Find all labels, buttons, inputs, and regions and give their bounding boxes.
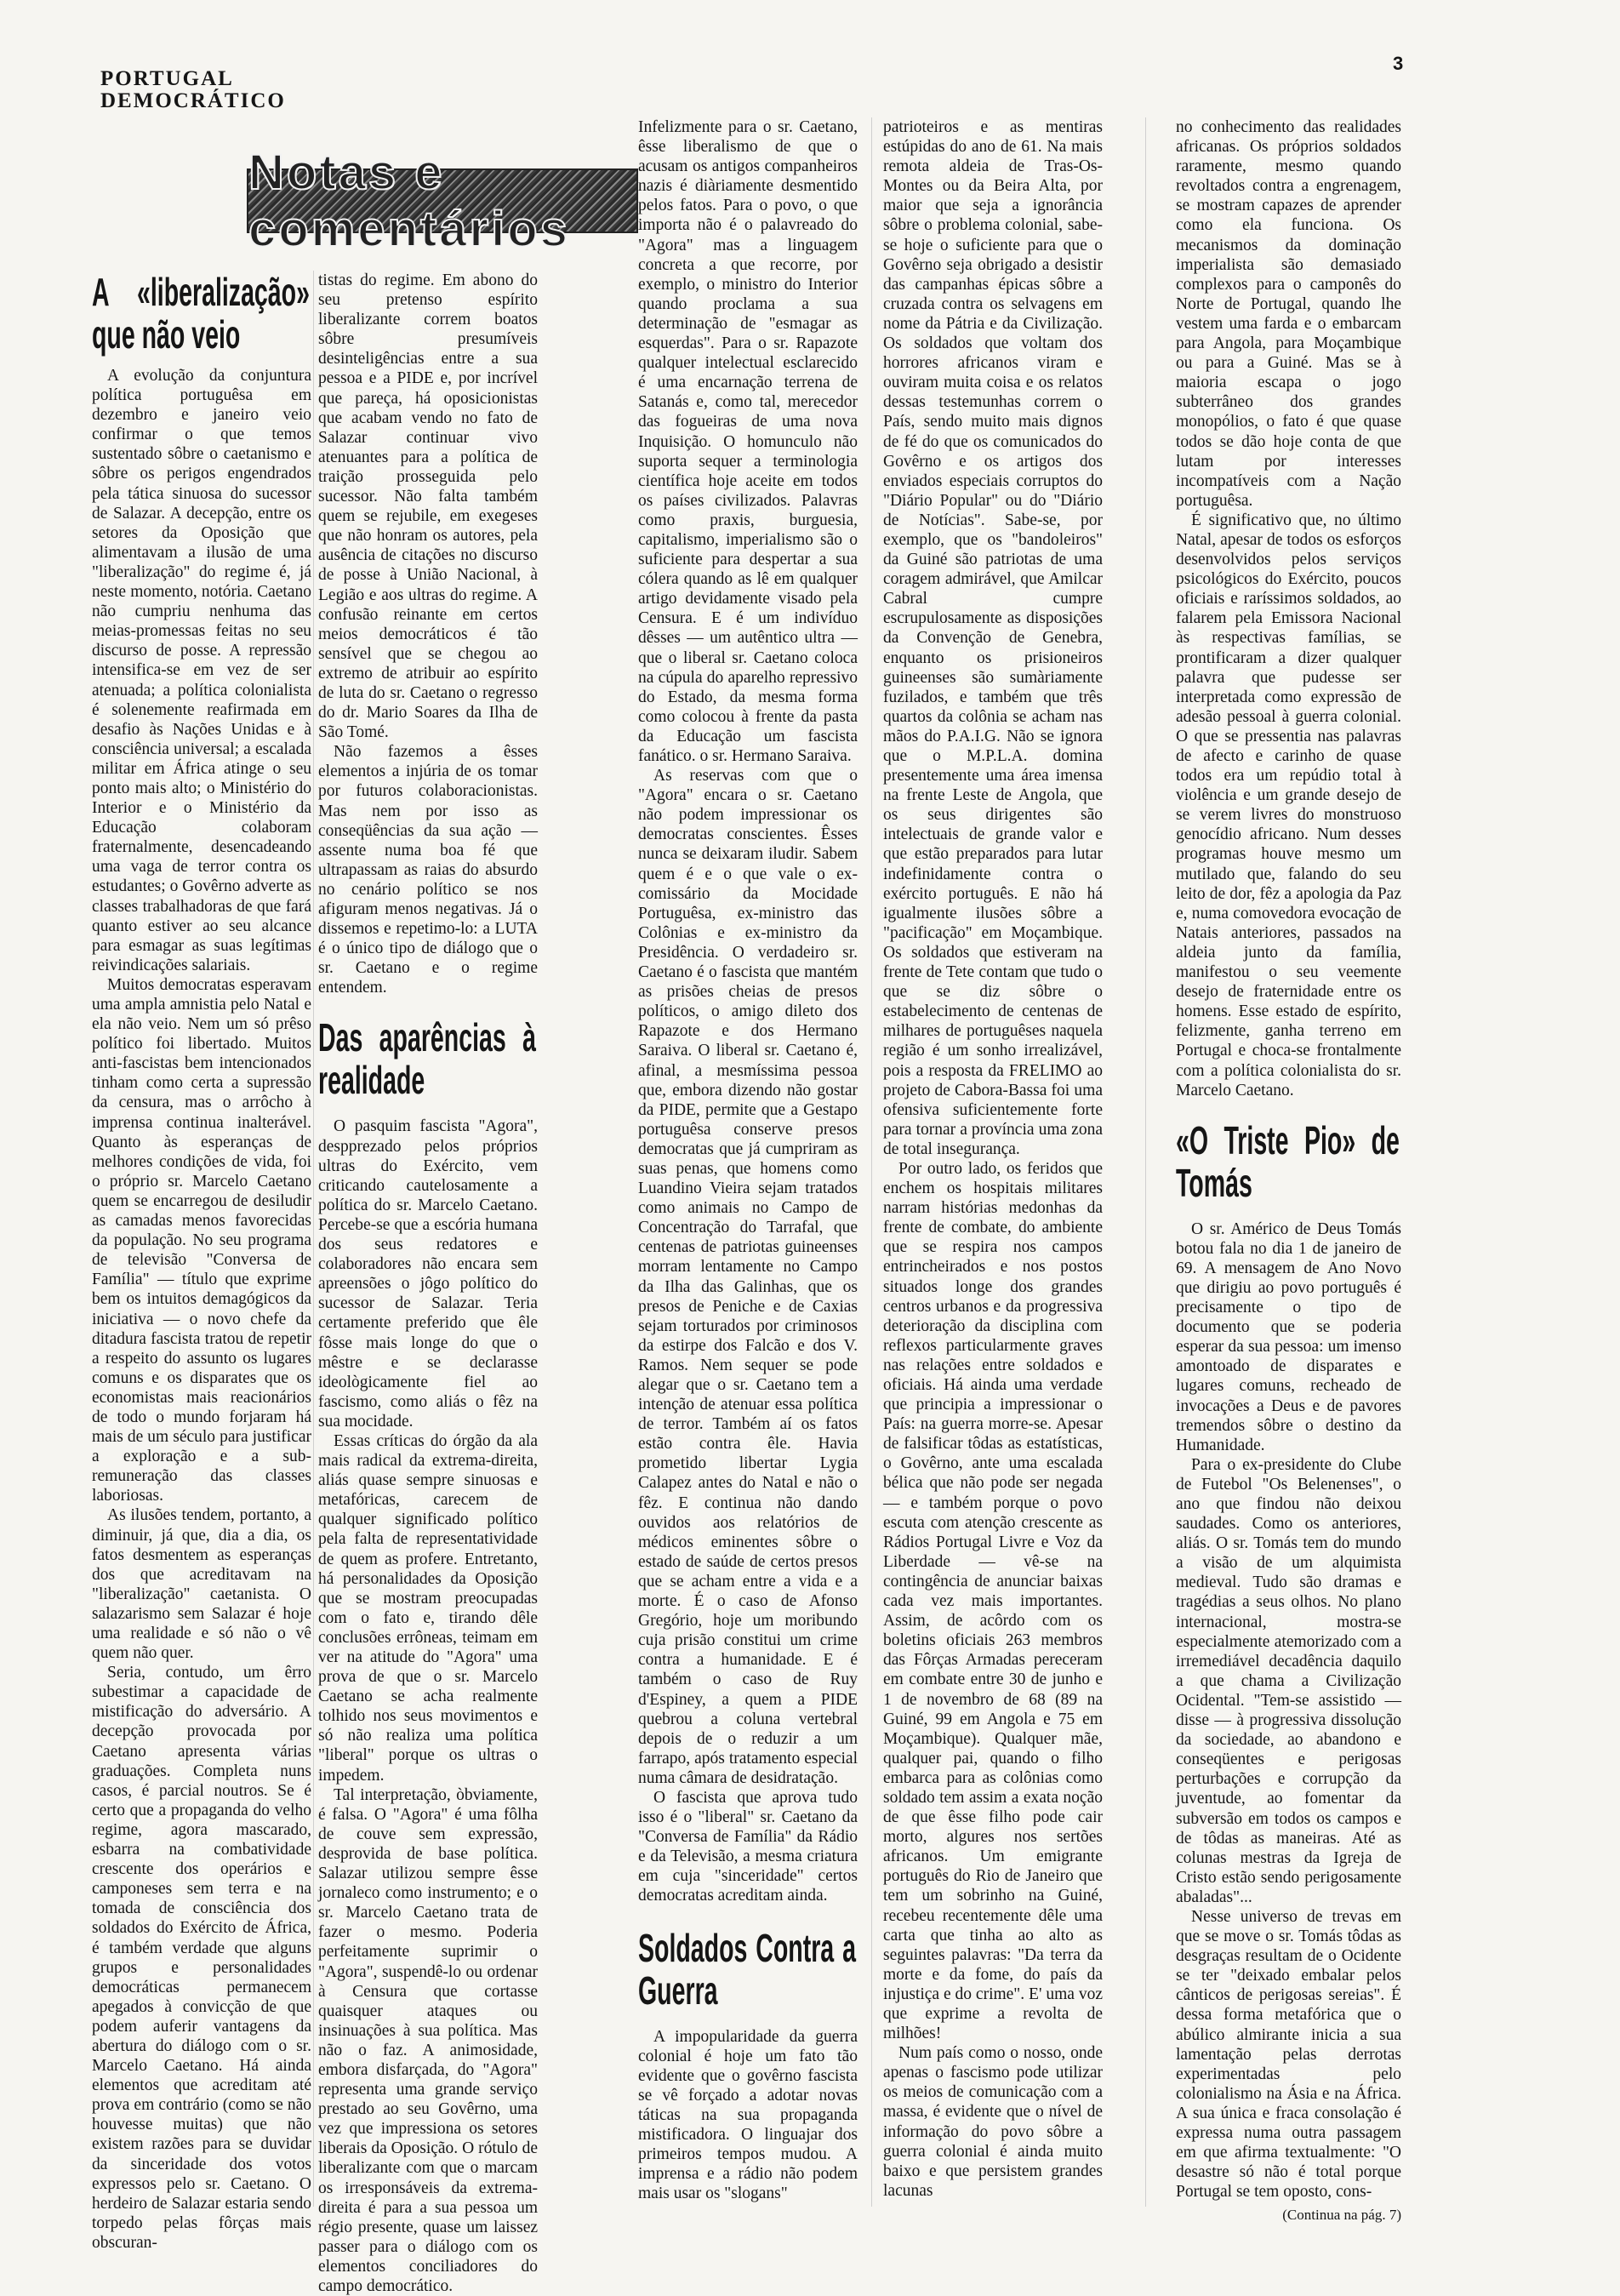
headline-aparencias: Das aparências à realidade	[318, 1015, 536, 1103]
section-banner	[247, 145, 638, 257]
section-banner-title: Notas e comentários	[248, 145, 570, 257]
paragraph: Muitos democratas esperavam uma ampla amnistia pelo Natal e ela não veio. Nem um só prêso político foi libertado. Muitos anti-fascistas bem intencionados tinham como certa a supressão da censura, mas o arrôcho à imprensa continua inalterável. Quanto às esperanças de melhores condições de vida, foi o próprio sr. Marcelo Caetano quem se encarregou de desiludir as camadas menos favorecidas da população. No seu programa de televisão "Conversa de Família" — título que exprime bem os intuitos demagógicos da iniciativa — o novo chefe da ditadura fascista tratou de repetir a respeito do assunto os lugares comuns e os disparates que os economistas mais reacionários de todo o mundo forjaram há mais de um século para justificar a exploração e a sub-remuneração das classes laboriosas.	[92, 975, 311, 1505]
paragraph: A impopularidade da guerra colonial é hoje um fato tão evidente que o govêrno fascista se vê forçado a adotar novas táticas na sua propaganda mistificadora. O linguajar dos primeiros tempos mudou. A imprensa e a rádio não podem mais usar os "slogans"	[638, 2027, 858, 2203]
article-aparencias-body	[318, 1117, 538, 2296]
paragraph: O pasquim fascista "Agora", despprezado pelos próprios ultras do Exército, vem criticando cautelosamente a política do sr. Marcelo Caetano. Percebe-se que a escória humana dos seus redatores e colaboradores não encara sem apreensões o jôgo político do sucessor de Salazar. Teria certamente preferido que êle fôsse mais longe do que o mêstre e se declarasse ideològicamente fiel ao fascismo, como aliás o fêz na sua mocidade.	[318, 1117, 538, 1431]
headline-triste-pio: «O Triste Pio» de Tomás	[1176, 1117, 1400, 1205]
paragraph: Essas críticas do órgão da ala mais radical da extrema-direita, aliás quase sempre sinuosas e metafóricas, carecem de qualquer significado político pela falta de representatividade de quem as profere. Entretanto, há personalidades da Oposição que se mostram preocupadas com o fato e, tirando dêle conclusões errôneas, teimam em ver na atitude do "Agora" uma prova de que o sr. Marcelo Caetano se acha realmente tolhido nos seus movimentos e só não realiza uma política "liberal" porque os ultras o impedem.	[318, 1431, 538, 1785]
paragraph: no conhecimento das realidades africanas. Os próprios soldados raramente, mesmo quando revoltados contra a engrenagem, se mostram capazes de aprender como ela funciona. Os mecanismos da dominação imperialista são demasiado complexos para o camponês do Norte de Portugal, quando lhe vestem uma farda e o embarcam para Angola, para Moçambique ou para a Guiné. Mas se à maioria escapa o jogo subterrâneo dos grandes monopólios, o fato é que quase todos se dão hoje conta de que lutam por interesses incompatíveis com a Nação portuguêsa.	[1176, 118, 1401, 510]
article-triste-pio-body	[1176, 1219, 1401, 2202]
column-4	[883, 117, 1103, 2207]
article-soldados-continuation-2	[1176, 117, 1401, 1100]
paragraph: O fascista que aprova tudo isso é o "liberal" sr. Caetano da "Conversa de Família" da Rádio e da Televisão, a mesma criatura em cuja "sinceridade" certos democratas acreditam ainda.	[638, 1788, 858, 1905]
paragraph: Não fazemos a êsses elementos a injúria de os tomar por futuros colaboracionistas. Mas nem por isso as conseqüências da sua ação — assente numa boa fé que ultrapassam as raias do absurdo no cenário político se nos afiguram menos negativas. Já o dissemos e repetimo-lo: a LUTA é o único tipo de diálogo que o sr. Caetano e o regime entendem.	[318, 743, 538, 997]
column-5	[1176, 117, 1401, 2224]
continued-note: (Continua na pág. 7)	[1282, 2207, 1401, 2224]
masthead-line-2: DEMOCRÁTICO	[100, 89, 286, 112]
paragraph: É significativo que, no último Natal, apesar de todos os esforços desenvolvidos pelos serviços psicológicos do Exército, poucos oficiais e raríssimos soldados, ao falarem pela Emissora Nacional às respectivas famílias, se prontificaram a dizer qualquer palavra que pudesse ser interpretada como expressão de adesão pessoal à guerra colonial. O que se pressentia nas palavras de afecto e carinho de quase todos era um repúdio total à violência e um grande desejo de se verem livres do monstruoso genocídio africano. Num desses programas houve mesmo um mutilado que, falando do seu leito de dor, fêz a apologia da Paz e, numa comovedora evocação de Natais anteriores, passados na aldeia junto da família, manifestou o seu veemente desejo de fraternidade entre os homens. Esse estado de espírito, felizmente, ganha terreno em Portugal e choca-se frontalmente com a política colonialista do sr. Marcelo Caetano.	[1176, 511, 1401, 1099]
paragraph: O sr. Américo de Deus Tomás botou fala no dia 1 de janeiro de 69. A mensagem de Ano Novo que dirigiu ao povo português é precisamente o tipo de documento que se poderia esperar da sua pessoa: um imenso amontoado de disparates e lugares comuns, recheado de invocações a Deus e de pavores tremendos sôbre o destino da Humanidade.	[1176, 1219, 1401, 1454]
paragraph: A evolução da conjuntura política portuguêsa em dezembro e janeiro veio confirmar o que temos sustentado sôbre o caetanismo e sôbre os perigos engendrados pela tática sinuosa do sucessor de Salazar. A decepção, entre os setores da Oposição que alimentavam a ilusão de uma "liberalização" do regime é, já neste momento, notória. Caetano não cumpriu nenhuma das meias-promessas feitas no seu discurso de posse. A repressão intensifica-se em vez de ser atenuada; a política colonialista é solenemente reafirmada em desafio às Nações Unidas e à consciência universal; a escalada militar em África atinge o seu ponto mais alto; o Ministério do Interior e o Ministério da Educação colaboram fraternalmente, desencadeando uma vaga de terror contra os estudantes; o Govêrno adverte as classes trabalhadoras de que fará quanto estiver ao seu alcance para esmagar as suas legítimas reivindicações salariais.	[92, 367, 311, 974]
masthead-line-1: PORTUGAL	[100, 67, 234, 90]
paragraph: Nesse universo de trevas em que se move o sr. Tomás tôdas as desgraças resultam de o Ocidente se ter "deixado embalar pelos cânticos de perigosas sereias". É dessa forma metafórica que o abúlico almirante inicia a sua lamentação pelas derrotas experimentadas pelo colonialismo na Ásia e na África. A sua única e fraca consolação é expressa numa outra passagem em que afirma textualmente: "O desastre só não é total porque Portugal se tem oposto, cons-	[1176, 1907, 1401, 2202]
paragraph: Para o ex-presidente do Clube de Futebol "Os Belenenses", o ano que findou não deixou saudades. Como os anteriores, aliás. O sr. Tomás tem do mundo a visão de um alquimista medieval. Tudo são dramas e tragédias a seus olhos. No plano internacional, mostra-se especialmente atemorizado com a irremediável decadência daquilo a que chama a Civilização Ocidental. "Tem-se assistido — disse — à progressiva dissolução da sociedade, ao abandono e conseqüentes e perigosas perturbações e corrupção da juventude, ao fomentar da subversão em todos os campos e de tôdas as maneiras. Até as colunas mestras da Igreja de Cristo estão sendo perigosamente abaladas"...	[1176, 1455, 1401, 1906]
paragraph: As ilusões tendem, portanto, a diminuir, já que, dia a dia, os fatos desmentem as esperanças dos que acreditavam na "liberalização" caetanista. O salazarismo sem Salazar é hoje uma realidade e só não o vê quem não quer.	[92, 1506, 311, 1663]
paragraph: As reservas com que o "Agora" encara o sr. Caetano não podem impressionar os democratas conscientes. Êsses nunca se deixaram iludir. Sabem quem é e o que vale o ex-comissário da Mocidade Portuguêsa, ex-ministro das Colônias e ex-ministro da Presidência. O verdadeiro sr. Caetano é o fascista que mantém as prisões cheias de presos políticos, o amigo dileto dos Rapazote e dos Hermano Saraiva. O liberal sr. Caetano é, afinal, a mesmíssima pessoa que, embora dizendo não gostar da PIDE, permite que a Gestapo portuguêsa conserve presos democratas que já cumpriram as suas penas, que homens como Luandino Vieira sejam tratados como animais no Campo de Concentração do Tarrafal, que centenas de patriotas guineenses morram lentamente no Campo da Ilha das Galinhas, que os presos de Peniche e de Caxias sejam torturados por criminosos da estirpe dos Falcão e dos V. Ramos. Nem sequer se pode alegar que o sr. Caetano tem a intenção de atenuar essa política de terror. Também aí os fatos estão contra êle. Havia prometido libertar Lygia Calapez antes do Natal e não o fêz. E continua não dando ouvidos aos relatórios de médicos eminentes sôbre o estado de saúde de certos presos que se acham entre a vida e a morte. É o caso de Afonso Gregório, hoje um moribundo cuja prisão constitui um crime contra a humanidade. E é também o caso de Ruy d'Espiney, a quem a PIDE quebrou a coluna vertebral depois de o reduzir a um farrapo, após tratamento especial numa câmara de desidratação.	[638, 767, 858, 1787]
column-3	[638, 117, 858, 2207]
article-soldados-body	[638, 2027, 858, 2204]
paragraph: Tal interpretação, òbviamente, é falsa. O "Agora" é uma fôlha de couve sem expressão, desprovida de base política. Salazar utilizou sempre êsse jornaleco como instrumento; e o sr. Marcelo Caetano trata de fazer o mesmo. Poderia perfeitamente suprimir o "Agora", suspendê-lo ou ordenar à Censura que cortasse quaisquer ataques ou insinuações à sua política. Mas não o faz. A animosidade, embora disfarçada, do "Agora" representa uma grande serviço prestado ao seu Govêrno, uma vez que impressiona os setores liberais da Oposição. O rótulo de liberalizante com que o marcam os irresponsáveis da extrema-direita é para a sua pessoa um régio presente, quase um laissez passer para o diálogo com os elementos conciliadores do campo democrático.	[318, 1785, 538, 2295]
column-divider	[1145, 117, 1146, 2207]
column-1	[92, 270, 311, 2252]
article-liberalizacao-body-part2	[318, 271, 538, 997]
headline-liberalizacao: A «liberalização» que não veio	[92, 270, 310, 357]
article-liberalizacao-body-part1	[92, 366, 311, 2253]
article-soldados-continuation	[883, 117, 1103, 2201]
article-aparencias-continuation	[638, 117, 858, 1906]
paragraph: Por outro lado, os feridos que enchem os hospitais militares narram histórias medonhas da frente de combate, do ambiente que se respira nos campos entrincheirados e nos postos situados longe dos grandes centros urbanos e da progressiva deterioração da disciplina com reflexos particularmente graves nas relações entre soldados e oficiais. Há ainda uma verdade que principia a impressionar o País: na guerra morre-se. Apesar de falsificar tôdas as estatísticas, o Govêrno, ante uma escalada bélica que não pode ser negada — e também porque o povo escuta com atenção crescente as Rádios Portugal Livre e Voz da Liberdade — vê-se na contingência de anunciar baixas cada vez mais importantes. Assim, de acôrdo com os boletins oficiais 263 membros das Fôrças Armadas pereceram em combate entre 30 de junho e 1 de novembro de 68 (89 na Guiné, 99 em Angola e 75 em Moçambique). Qualquer mãe, qualquer pai, quando o filho embarca para as colônias como soldado tem assim a exata noção de que êsse filho pode cair morto, algures nos sertões africanos. Um emigrante português do Rio de Janeiro que tem um sobrinho na Guiné, recebeu recentemente dêle uma carta que tinha ao alto as seguintes palavras: "Da terra da morte e da fome, do país da injustiça e do crime". E' uma voz que exprime a revolta de milhões!	[883, 1159, 1103, 2043]
column-2	[318, 271, 538, 2295]
column-divider	[871, 117, 872, 2207]
paragraph: Seria, contudo, um êrro subestimar a capacidade de mistificação do adversário. A decepção provocada por Caetano apresenta várias graduações. Completa nuns casos, é parcial noutros. Se é certo que a propaganda do velho regime, agora mascarado, esbarra na combatividade crescente dos operários e camponeses sem terra e na tomada de consciência dos soldados do Exército de África, é também verdade que alguns grupos e personalidades democráticas permanecem apegados à convicção de que podem auferir vantagens da abertura do diálogo com o sr. Marcelo Caetano. Há ainda elementos que acreditam até prova em contrário (como se não houvesse muitas) que não existem razões para se duvidar da sinceridade dos votos expressos pelo sr. Caetano. O herdeiro de Salazar estaria sendo torpedo pelas fôrças mais obscuran-	[92, 1664, 311, 2252]
paragraph: patrioteiros e as mentiras estúpidas do ano de 61. Na mais remota aldeia de Tras-Os-Montes ou da Beira Alta, por maior que seja a ignorância sôbre o problema colonial, sabe-se hoje o suficiente para que o Govêrno seja obrigado a desistir das campanhas épicas sôbre a cruzada contra os selvagens em nome da Pátria e da Civilização. Os soldados que voltam dos horrores africanos viram e ouviram muita coisa e os relatos dessas testemunhas correm o País, sendo muito mais dignos de fé do que os comunicados do Govêrno e os artigos dos enviados especiais corruptos do "Diário Popular" ou do "Diário de Notícias". Sabe-se, por exemplo, que os "bandoleiros" da Guiné são patriotas de uma coragem admirável, que Amilcar Cabral cumpre escrupulosamente as disposições da Convenção de Genebra, enquanto os prisioneiros guineenses são sumàriamente fuzilados, e também que três quartos da colônia se acham nas mãos do P.A.I.G. Não se ignora que o M.P.L.A. domina presentemente uma área imensa na frente Leste de Angola, que os seus dirigentes são intelectuais de grande valor e que estão preparados para lutar indefinidamente contra o exército português. E não há igualmente ilusões sôbre a "pacificação" em Moçambique. Os soldados que estiveram na frente de Tete contam que tudo o que se diz sôbre o estabelecimento de centenas de milhares de portuguêses naquela região é um sonho irrealizável, pois a resposta da FRELIMO ao projeto de Cabora-Bassa foi uma ofensiva suficientemente forte para tornar a província uma zona de total insegurança.	[883, 118, 1103, 1158]
masthead	[100, 68, 286, 112]
headline-soldados: Soldados Contra a Guerra	[638, 1925, 856, 2013]
paragraph: tistas do regime. Em abono do seu pretenso espírito liberalizante correm boatos sôbre presumíveis desinteligências entre a sua pessoa e a PIDE e, por incrível que pareça, há oposicionistas que acabam vendo no fato de Salazar continuar vivo atenuantes para a política de traição prosseguida pelo sucessor. Não falta também quem se rejubile, em exegeses que não honram os autores, pela ausência de citações no discurso de posse à União Nacional, à Legião e aos ultras do regime. A confusão reinante em certos meios democráticos é tão sensível que se chegou ao extremo de atribuir ao espírito de luta do sr. Caetano o regresso do dr. Mario Soares da Ilha de São Tomé.	[318, 271, 538, 742]
paragraph: Num país como o nosso, onde apenas o fascismo pode utilizar os meios de comunicação com a massa, é evidente que o nível de informação do povo sôbre a guerra colonial é ainda muito baixo e que persistem grandes lacunas	[883, 2044, 1103, 2200]
page-number: 3	[1393, 53, 1404, 74]
paragraph: Infelizmente para o sr. Caetano, êsse liberalismo de que o acusam os antigos companheiros nazis é diàriamente desmentido pelos fatos. Para o povo, o que importa não é o palavreado do "Agora" mas a linguagem concreta a que recorre, por exemplo, o ministro do Interior quando proclama a sua determinação de "esmagar as esquerdas". Para o sr. Rapazote qualquer intelectual esclarecido é uma encarnação terrena de Satanás e, como tal, merecedor das fogueiras de uma nova Inquisição. O homunculo não suporta sequer a terminologia científica hoje aceite em todos os países civilizados. Palavras como praxis, burguesia, capitalismo, imperialismo são o suficiente para despertar a sua cólera quando as lê em qualquer artigo devidamente visado pela Censura. E é um indivíduo dêsses — um autêntico ultra — que o liberal sr. Caetano coloca na cúpula do aparelho repressivo do Estado, da mesma forma como colocou à frente da pasta da Educação um fascista fanático. o sr. Hermano Saraiva.	[638, 118, 858, 765]
column-divider	[313, 271, 314, 2207]
